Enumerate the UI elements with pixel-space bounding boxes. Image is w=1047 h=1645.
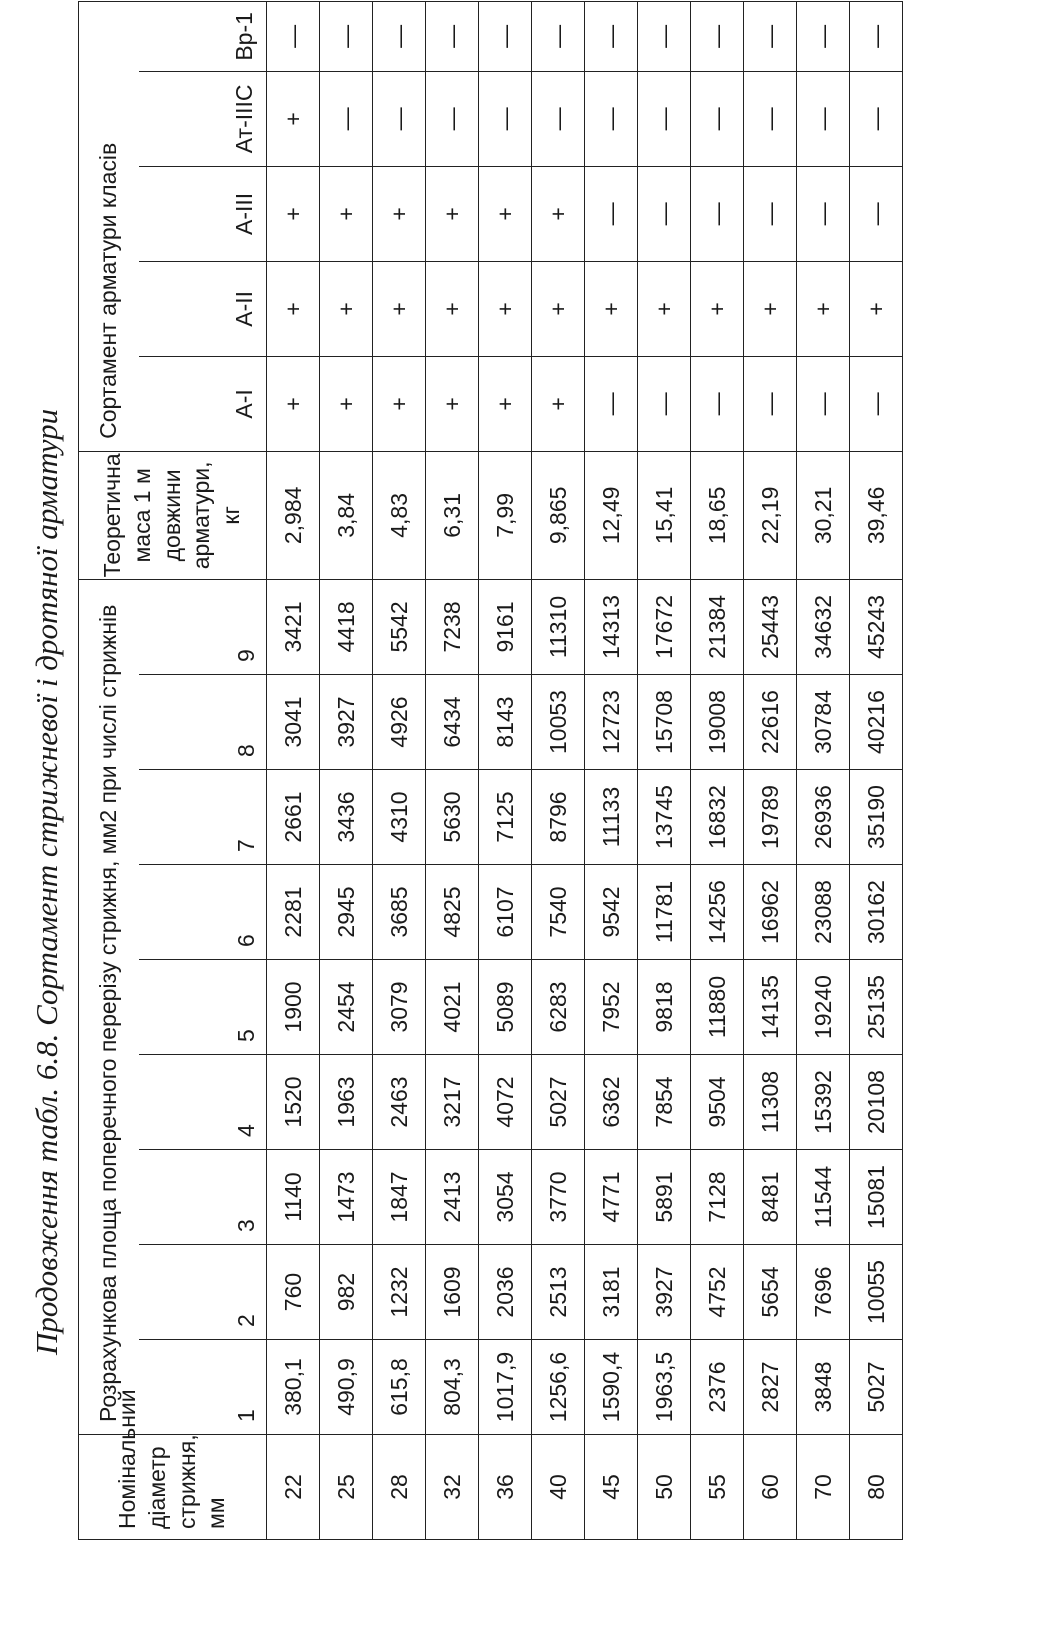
area-cell: 5630: [426, 770, 479, 865]
area-cell: 1473: [320, 1150, 373, 1245]
table-row: [691, 1, 744, 1539]
class-availability-cell: —: [744, 71, 797, 166]
diameter-cell: 28: [373, 1435, 426, 1540]
area-cell: 7238: [426, 579, 479, 674]
area-cell: 8481: [744, 1150, 797, 1245]
class-availability-cell: —: [320, 1, 373, 71]
diameter-cell: 32: [426, 1435, 479, 1540]
area-cell: 3685: [373, 865, 426, 960]
area-cell: 6362: [585, 1055, 638, 1150]
class-availability-cell: +: [691, 261, 744, 356]
class-availability-cell: —: [691, 71, 744, 166]
area-cell: 30162: [850, 865, 903, 960]
area-cell: 2661: [267, 770, 320, 865]
area-cell: 16962: [744, 865, 797, 960]
area-cell: 9818: [638, 960, 691, 1055]
area-cell: 5891: [638, 1150, 691, 1245]
area-cell: 1590,4: [585, 1340, 638, 1435]
class-availability-cell: —: [850, 1, 903, 71]
area-cell: 1017,9: [479, 1340, 532, 1435]
subheader-row: [139, 1, 267, 1539]
table-row: [479, 1, 532, 1539]
area-cell: 3436: [320, 770, 373, 865]
class-availability-cell: —: [691, 166, 744, 261]
area-cell: 3041: [267, 675, 320, 770]
table-row: [744, 1, 797, 1539]
area-cell: 3079: [373, 960, 426, 1055]
mass-cell: 15,41: [638, 451, 691, 579]
area-cell: 760: [267, 1245, 320, 1340]
class-availability-cell: +: [797, 261, 850, 356]
area-cell: 4418: [320, 579, 373, 674]
class-availability-cell: +: [320, 166, 373, 261]
class-availability-cell: —: [426, 71, 479, 166]
area-cell: 3217: [426, 1055, 479, 1150]
class-availability-cell: —: [744, 1, 797, 71]
mass-cell: 2,984: [267, 451, 320, 579]
area-cell: 1140: [267, 1150, 320, 1245]
diameter-cell: 55: [691, 1435, 744, 1540]
area-cell: 2827: [744, 1340, 797, 1435]
area-cell: 8796: [532, 770, 585, 865]
area-cell: 14256: [691, 865, 744, 960]
area-cell: 8143: [479, 675, 532, 770]
class-availability-cell: —: [797, 166, 850, 261]
area-cell: 9504: [691, 1055, 744, 1150]
rebar-class-header: Ат-ІІІС: [139, 71, 267, 166]
area-cell: 3054: [479, 1150, 532, 1245]
class-availability-cell: —: [850, 356, 903, 451]
class-availability-cell: +: [426, 356, 479, 451]
table-caption: Продовження табл. 6.8. Сортамент стрижневої і дротяної арматури: [29, 408, 64, 1355]
mass-cell: 39,46: [850, 451, 903, 579]
area-cell: 4926: [373, 675, 426, 770]
table-row: [532, 1, 585, 1539]
class-availability-cell: +: [267, 261, 320, 356]
area-cell: 3421: [267, 579, 320, 674]
area-cell: 615,8: [373, 1340, 426, 1435]
class-availability-cell: +: [532, 261, 585, 356]
rebar-class-header: А-ІІ: [139, 261, 267, 356]
area-cell: 1232: [373, 1245, 426, 1340]
area-group-header: Розрахункова площа поперечного перерізу стрижня, мм2 при числі стрижнів: [79, 579, 139, 1434]
diameter-cell: 70: [797, 1435, 850, 1540]
class-availability-cell: —: [691, 356, 744, 451]
area-cell: 22616: [744, 675, 797, 770]
area-cell: 1609: [426, 1245, 479, 1340]
area-cell: 4825: [426, 865, 479, 960]
area-cell: 1900: [267, 960, 320, 1055]
table-row: [797, 1, 850, 1539]
area-cell: 23088: [797, 865, 850, 960]
class-availability-cell: +: [744, 261, 797, 356]
area-cell: 5089: [479, 960, 532, 1055]
area-cell: 45243: [850, 579, 903, 674]
bar-count-header: 3: [139, 1150, 267, 1245]
area-cell: 11310: [532, 579, 585, 674]
area-cell: 19240: [797, 960, 850, 1055]
area-cell: 2376: [691, 1340, 744, 1435]
class-availability-cell: —: [638, 166, 691, 261]
diameter-cell: 60: [744, 1435, 797, 1540]
bar-count-header: 6: [139, 865, 267, 960]
rebar-assortment-table: [78, 1, 903, 1540]
area-cell: 10053: [532, 675, 585, 770]
class-availability-cell: —: [373, 1, 426, 71]
mass-cell: 9,865: [532, 451, 585, 579]
area-cell: 3848: [797, 1340, 850, 1435]
table-row: [638, 1, 691, 1539]
area-cell: 5027: [532, 1055, 585, 1150]
area-cell: 30784: [797, 675, 850, 770]
bar-count-header: 8: [139, 675, 267, 770]
area-cell: 6107: [479, 865, 532, 960]
class-availability-cell: —: [479, 1, 532, 71]
bar-count-header: 7: [139, 770, 267, 865]
area-cell: 982: [320, 1245, 373, 1340]
bar-count-header: 5: [139, 960, 267, 1055]
class-availability-cell: +: [373, 166, 426, 261]
area-cell: 9161: [479, 579, 532, 674]
area-cell: 7125: [479, 770, 532, 865]
class-availability-cell: —: [320, 71, 373, 166]
area-cell: 7854: [638, 1055, 691, 1150]
area-cell: 2281: [267, 865, 320, 960]
area-cell: 11880: [691, 960, 744, 1055]
area-cell: 2413: [426, 1150, 479, 1245]
mass-header: Теоретична маса 1 м довжини арматури, кг: [79, 451, 267, 579]
class-availability-cell: +: [267, 356, 320, 451]
rebar-class-header: А-І: [139, 356, 267, 451]
diameter-cell: 22: [267, 1435, 320, 1540]
area-cell: 12723: [585, 675, 638, 770]
class-availability-cell: +: [479, 261, 532, 356]
bar-count-header: 9: [139, 579, 267, 674]
area-cell: 19008: [691, 675, 744, 770]
class-availability-cell: —: [585, 71, 638, 166]
area-cell: 13745: [638, 770, 691, 865]
area-cell: 14135: [744, 960, 797, 1055]
area-cell: 14313: [585, 579, 638, 674]
class-availability-cell: —: [797, 71, 850, 166]
area-cell: 490,9: [320, 1340, 373, 1435]
class-availability-cell: —: [797, 356, 850, 451]
class-availability-cell: —: [585, 166, 638, 261]
class-availability-cell: —: [426, 1, 479, 71]
bar-count-header: 4: [139, 1055, 267, 1150]
area-cell: 5654: [744, 1245, 797, 1340]
class-availability-cell: +: [638, 261, 691, 356]
class-availability-cell: +: [373, 261, 426, 356]
area-cell: 25443: [744, 579, 797, 674]
diameter-cell: 80: [850, 1435, 903, 1540]
mass-cell: 18,65: [691, 451, 744, 579]
table-row: [585, 1, 638, 1539]
diameter-cell: 50: [638, 1435, 691, 1540]
class-availability-cell: +: [426, 166, 479, 261]
area-cell: 4752: [691, 1245, 744, 1340]
class-availability-cell: —: [744, 356, 797, 451]
class-availability-cell: +: [267, 166, 320, 261]
class-availability-cell: +: [585, 261, 638, 356]
area-cell: 5542: [373, 579, 426, 674]
table-row: [373, 1, 426, 1539]
class-availability-cell: —: [585, 356, 638, 451]
table-row: [267, 1, 320, 1539]
area-cell: 7128: [691, 1150, 744, 1245]
area-cell: 9542: [585, 865, 638, 960]
class-availability-cell: —: [797, 1, 850, 71]
area-cell: 6283: [532, 960, 585, 1055]
area-cell: 21384: [691, 579, 744, 674]
area-cell: 1847: [373, 1150, 426, 1245]
classes-group-header: Сортамент арматури класів: [79, 1, 139, 451]
class-availability-cell: +: [532, 166, 585, 261]
class-availability-cell: —: [532, 71, 585, 166]
class-availability-cell: +: [479, 166, 532, 261]
area-cell: 4021: [426, 960, 479, 1055]
bar-count-header: 1: [139, 1340, 267, 1435]
class-availability-cell: +: [426, 261, 479, 356]
table-row: [426, 1, 479, 1539]
area-cell: 25135: [850, 960, 903, 1055]
class-availability-cell: —: [850, 71, 903, 166]
class-availability-cell: —: [691, 1, 744, 71]
area-cell: 17672: [638, 579, 691, 674]
class-availability-cell: —: [850, 166, 903, 261]
class-availability-cell: —: [638, 1, 691, 71]
class-availability-cell: +: [267, 71, 320, 166]
diameter-cell: 45: [585, 1435, 638, 1540]
area-cell: 11781: [638, 865, 691, 960]
table-body: [267, 1, 903, 1539]
area-cell: 1520: [267, 1055, 320, 1150]
class-availability-cell: —: [267, 1, 320, 71]
area-cell: 40216: [850, 675, 903, 770]
area-cell: 4771: [585, 1150, 638, 1245]
mass-cell: 12,49: [585, 451, 638, 579]
mass-cell: 22,19: [744, 451, 797, 579]
area-cell: 380,1: [267, 1340, 320, 1435]
area-cell: 4072: [479, 1055, 532, 1150]
area-cell: 3770: [532, 1150, 585, 1245]
bar-count-header: 2: [139, 1245, 267, 1340]
area-cell: 804,3: [426, 1340, 479, 1435]
table-row: [320, 1, 373, 1539]
table-row: [850, 1, 903, 1539]
area-cell: 2454: [320, 960, 373, 1055]
class-availability-cell: +: [479, 356, 532, 451]
area-cell: 1963,5: [638, 1340, 691, 1435]
area-cell: 10055: [850, 1245, 903, 1340]
class-availability-cell: —: [585, 1, 638, 71]
area-cell: 1256,6: [532, 1340, 585, 1435]
class-availability-cell: +: [320, 261, 373, 356]
area-cell: 20108: [850, 1055, 903, 1150]
mass-cell: 6,31: [426, 451, 479, 579]
area-cell: 2513: [532, 1245, 585, 1340]
area-cell: 34632: [797, 579, 850, 674]
area-cell: 35190: [850, 770, 903, 865]
area-cell: 7952: [585, 960, 638, 1055]
class-availability-cell: +: [850, 261, 903, 356]
area-cell: 26936: [797, 770, 850, 865]
class-availability-cell: +: [532, 356, 585, 451]
area-cell: 11308: [744, 1055, 797, 1150]
area-cell: 2036: [479, 1245, 532, 1340]
class-availability-cell: +: [320, 356, 373, 451]
area-cell: 2945: [320, 865, 373, 960]
class-availability-cell: —: [744, 166, 797, 261]
area-cell: 7696: [797, 1245, 850, 1340]
area-cell: 4310: [373, 770, 426, 865]
rebar-class-header: А-ІІІ: [139, 166, 267, 261]
area-cell: 15392: [797, 1055, 850, 1150]
class-availability-cell: —: [479, 71, 532, 166]
mass-cell: 4,83: [373, 451, 426, 579]
area-cell: 19789: [744, 770, 797, 865]
area-cell: 2463: [373, 1055, 426, 1150]
area-cell: 3181: [585, 1245, 638, 1340]
diameter-header: Номінальний діаметр стрижня, мм: [79, 1435, 267, 1540]
area-cell: 15708: [638, 675, 691, 770]
area-cell: 3927: [638, 1245, 691, 1340]
mass-cell: 7,99: [479, 451, 532, 579]
class-availability-cell: +: [373, 356, 426, 451]
diameter-cell: 25: [320, 1435, 373, 1540]
area-cell: 6434: [426, 675, 479, 770]
mass-cell: 30,21: [797, 451, 850, 579]
area-cell: 11133: [585, 770, 638, 865]
class-availability-cell: —: [532, 1, 585, 71]
class-availability-cell: —: [638, 356, 691, 451]
area-cell: 7540: [532, 865, 585, 960]
area-cell: 16832: [691, 770, 744, 865]
class-availability-cell: —: [373, 71, 426, 166]
class-availability-cell: —: [638, 71, 691, 166]
area-cell: 15081: [850, 1150, 903, 1245]
area-cell: 3927: [320, 675, 373, 770]
area-cell: 5027: [850, 1340, 903, 1435]
area-cell: 1963: [320, 1055, 373, 1150]
mass-cell: 3,84: [320, 451, 373, 579]
area-cell: 11544: [797, 1150, 850, 1245]
diameter-cell: 40: [532, 1435, 585, 1540]
diameter-cell: 36: [479, 1435, 532, 1540]
rebar-class-header: Вр-1: [139, 1, 267, 71]
